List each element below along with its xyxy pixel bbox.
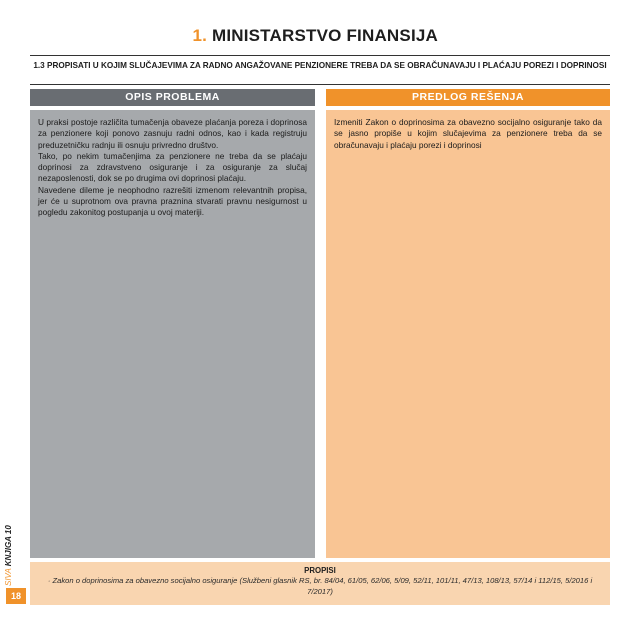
regulations-box — [30, 562, 610, 605]
ministry-title: MINISTARSTVO FINANSIJA — [211, 26, 438, 45]
problem-paragraph-2: Tako, po nekim tumačenjima za penzionere ne treba da se plaćaju doprinosi za zdravstveno osiguranje i za osiguranje za slučaj nezaposlenosti, dok se po drugima ovi doprinosi plaćaju. — [38, 150, 307, 184]
book-label-name: KNJIGA 10 — [4, 525, 13, 567]
section-number: 1. — [192, 26, 208, 45]
regulations-text: · Zakon o doprinosima za obavezno socijalno osiguranje (Službeni glasnik RS, br. 84/04, 61/05, 62/06, 5/09, 52/11, 101/11, 47/13, 108/13, 57/14 i 112/15, 5/2016 i 7/2017) — [47, 576, 593, 596]
title-rule — [30, 55, 610, 56]
problem-panel — [30, 110, 315, 558]
page-number: 18 — [6, 588, 26, 604]
page-title — [192, 26, 438, 46]
solution-panel — [326, 110, 610, 558]
solution-text: Izmeniti Zakon o doprinosima za obavezno socijalno osiguranje tako da se jasno propiše u kojim slučajevima za penzionere treba da se obračunavaju i plaćaju porezi i doprinosi — [334, 117, 602, 150]
book-label — [4, 525, 13, 586]
problem-heading: OPIS PROBLEMA — [30, 89, 315, 106]
section-subtitle: 1.3 PROPISATI U KOJIM SLUČAJEVIMA ZA RADNO ANGAŽOVANE PENZIONERE TREBA DA SE OBRAČUNAVAJU I PLAĆAJU POREZI I DOPRINOSI — [33, 61, 607, 70]
solution-heading: PREDLOG REŠENJA — [326, 89, 610, 106]
problem-paragraph-3: Navedene dileme je neophodno razrešiti izmenom relevantnih propisa, jer će u suprotnom ova pravna praznina stvarati pravnu nesigurnost u pogledu zakonitog postupanja u ovoj materiji. — [38, 184, 307, 218]
book-label-prefix: SIVA — [4, 566, 13, 586]
problem-paragraph-1: U praksi postoje različita tumačenja obaveze plaćanja poreza i doprinosa za penzionere koji ponovo zasnuju radni odnos, kao i kada registruju preduzetničku radnju ili osnuju privredno društvo. — [38, 117, 307, 150]
regulations-title: PROPISI — [304, 566, 336, 575]
subtitle-rule — [30, 84, 610, 85]
